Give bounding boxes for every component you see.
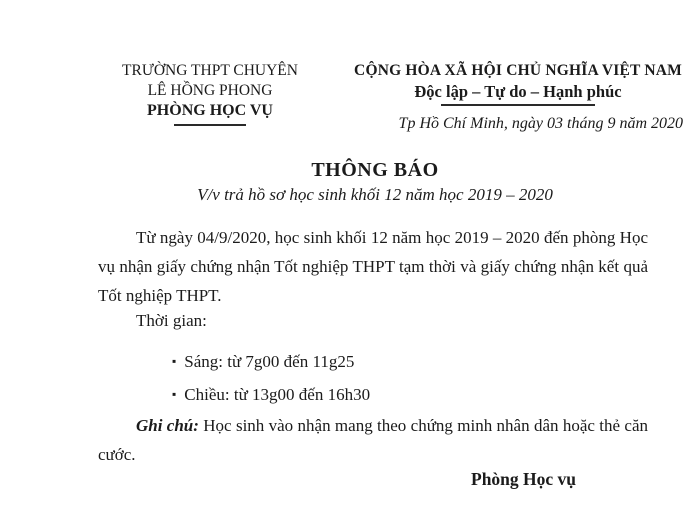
square-bullet-icon: ▪ [172,387,177,401]
header-left-divider-rule [174,124,246,126]
note-label: Ghi chú: [136,416,199,435]
national-motto: Độc lập – Tự do – Hạnh phúc [414,82,622,101]
note-paragraph [98,411,648,469]
header-right-divider-rule [441,104,595,106]
time-section-label: Thời gian: [136,311,207,330]
document-subtitle: V/v trả hồ sơ học sinh khối 12 năm học 2019 – 2020 [197,185,553,204]
school-name-line1: TRƯỜNG THPT CHUYÊN [122,62,298,79]
title-block [100,159,650,205]
list-item-morning-text: Sáng: từ 7g00 đến 11g25 [184,352,355,371]
national-title: CỘNG HÒA XÃ HỘI CHỦ NGHĨA VIỆT NAM [354,62,682,79]
list-item-afternoon [172,380,370,409]
list-item-morning [172,347,354,376]
national-header-block [350,61,686,133]
school-name-line2: LÊ HỒNG PHONG [147,82,273,99]
school-header-block [96,61,324,126]
body-paragraph: Từ ngày 04/9/2020, học sinh khối 12 năm học 2019 – 2020 đến phòng Học vụ nhận giấy chứng nhận Tốt nghiệp THPT tạm thời và giấy chứng nhận kết quả Tốt nghiệp THPT. [98,228,648,305]
square-bullet-icon: ▪ [172,354,177,368]
department-name: PHÒNG HỌC VỤ [147,102,273,119]
place-date-line: Tp Hồ Chí Minh, ngày 03 tháng 9 năm 2020 [398,115,683,132]
signature-department: Phòng Học vụ [471,469,577,489]
note-text: Học sinh vào nhận mang theo chứng minh nhân dân hoặc thẻ căn cước. [98,416,648,464]
list-item-afternoon-text: Chiều: từ 13g00 đến 16h30 [184,385,371,404]
document-title: THÔNG BÁO [311,159,439,181]
